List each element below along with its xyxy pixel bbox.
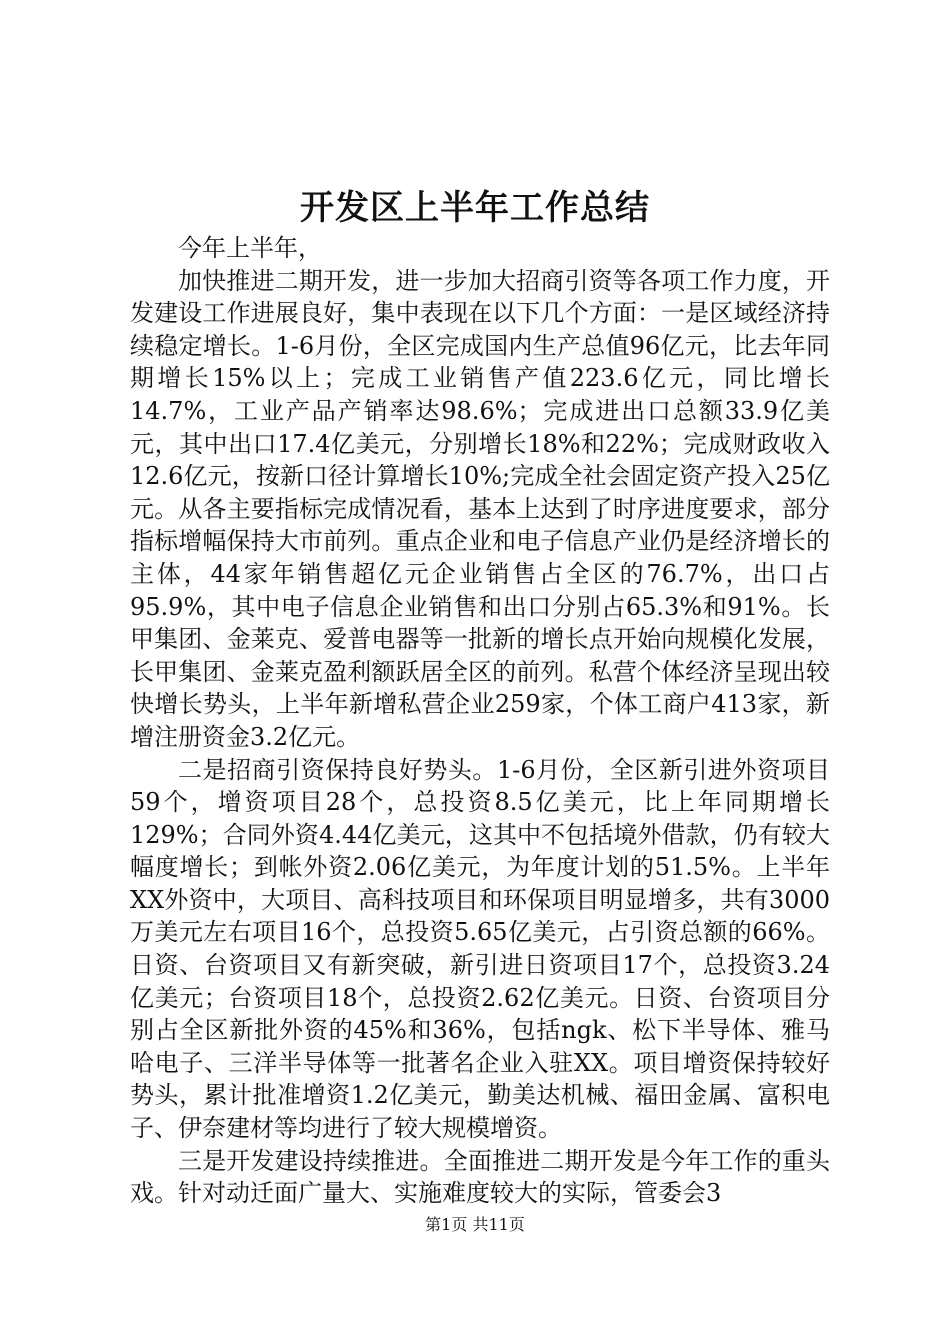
paragraph-construction: 三是开发建设持续推进。全面推进二期开发是今年工作的重头戏。针对动迁面广量大、实施难度较大的实际，管委会3 [130, 1146, 830, 1208]
page-total: 共11页 [472, 1215, 525, 1234]
page-footer [0, 1214, 950, 1236]
paragraph-economy: 加快推进二期开发，进一步加大招商引资等各项工作力度，开发建设工作进展良好，集中表现在以下几个方面：一是区域经济持续稳定增长。1-6月份，全区完成国内生产总值96亿元，比去年同期增长15%以上；完成工业销售产值223.6亿元，同比增长14.7%，工业产品产销率达98.6%；完成进出口总额33.9亿美元，其中出口17.4亿美元，分别增长18%和22%；完成财政收入12.6亿元，按新口径计算增长10%;完成全社会固定资产投入25亿元。从各主要指标完成情况看，基本上达到了时序进度要求，部分指标增幅保持大市前列。重点企业和电子信息产业仍是经济增长的主体，44家年销售超亿元企业销售占全区的76.7%，出口占95.9%，其中电子信息企业销售和出口分别占65.3%和91%。长甲集团、金莱克、爱普电器等一批新的增长点开始向规模化发展，长甲集团、金莱克盈利额跃居全区的前列。私营个体经济呈现出较快增长势头，上半年新增私营企业259家，个体工商户413家，新增注册资金3.2亿元。 [130, 266, 830, 751]
page-number: 第1页 [425, 1215, 468, 1234]
paragraph-intro: 今年上半年， [178, 234, 322, 262]
document-title: 开发区上半年工作总结 [300, 188, 650, 228]
document-body [130, 232, 830, 1210]
paragraph-investment: 二是招商引资保持良好势头。1-6月份，全区新引进外资项目59个，增资项目28个，总投资8.5亿美元，比上年同期增长129%；合同外资4.44亿美元，这其中不包括境外借款，仍有较大幅度增长；到帐外资2.06亿美元，为年度计划的51.5%。上半年XX外资中，大项目、高科技项目和环保项目明显增多，共有3000万美元左右项目16个，总投资5.65亿美元，占引资总额的66%。日资、台资项目又有新突破，新引进日资项目17个，总投资3.24亿美元；台资项目18个，总投资2.62亿美元。日资、台资项目分别占全区新批外资的45%和36%，包括ngk、松下半导体、雅马哈电子、三洋半导体等一批著名企业入驻XX。项目增资保持较好势头，累计批准增资1.2亿美元，勤美达机械、福田金属、富积电子、伊奈建材等均进行了较大规模增资。 [130, 755, 830, 1143]
